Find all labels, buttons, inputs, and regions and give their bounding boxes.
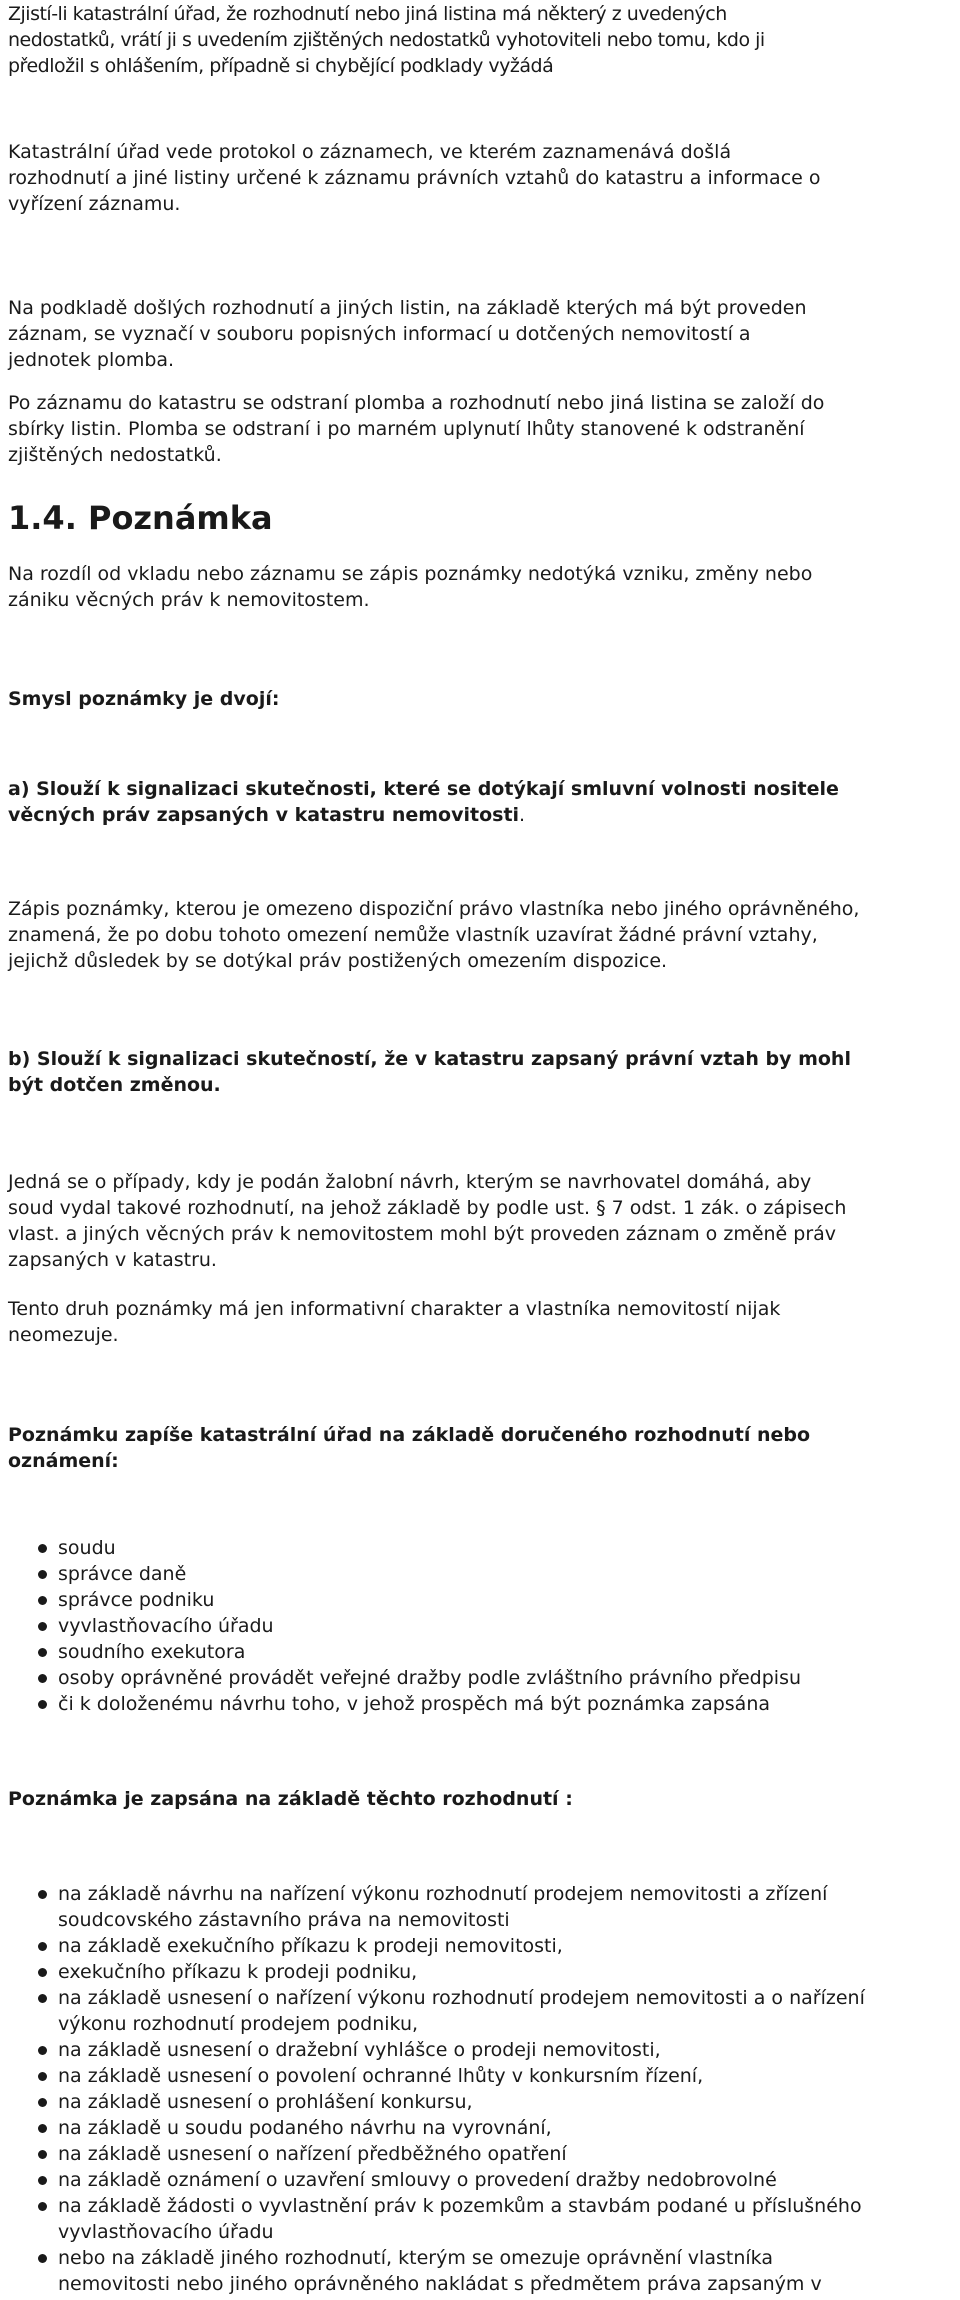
decisions-list xyxy=(8,1881,952,2297)
list-item: vyvlastňovacího úřadu xyxy=(8,1613,952,1639)
paragraph-informative-character: Tento druh poznámky má jen informativní charakter a vlastníka nemovitostí nijak neomezuje. xyxy=(8,1298,781,1346)
list-item: správce daně xyxy=(8,1561,952,1587)
paragraph-note-definition: Na rozdíl od vkladu nebo záznamu se zápis poznámky nedotýká vzniku, změny nebo zániku věcných práv k nemovitostem. xyxy=(8,563,813,611)
list-item: na základě usnesení o prohlášení konkursu, xyxy=(8,2089,952,2115)
list-item: osoby oprávněné provádět veřejné dražby podle zvláštního právního předpisu xyxy=(8,1665,952,1691)
list-item: na základě žádosti o vyvlastnění práv k pozemkům a stavbám podané u příslušného vyvlastňovacího úřadu xyxy=(8,2193,952,2245)
list-item: na základě usnesení o dražební vyhlášce o prodeji nemovitosti, xyxy=(8,2037,952,2063)
list-item: soudního exekutora xyxy=(8,1639,952,1665)
paragraph-purpose-a xyxy=(8,776,952,828)
paragraph-lawsuit-cases: Jedná se o případy, kdy je podán žalobní návrh, kterým se navrhovatel domáhá, aby soud vydal takové rozhodnutí, na jehož základě by podle ust. § 7 odst. 1 zák. o zápisech vlast. a jiných věcných práv k nemovitostem mohl být proveden záznam o změně práv zapsaných v katastru. xyxy=(8,1171,847,1271)
paragraph-purpose-b: b) Slouží k signalizaci skutečností, že v katastru zapsaný právní vztah by mohl být dotčen změnou. xyxy=(8,1048,851,1096)
paragraph-decisions-title: Poznámka je zapsána na základě těchto rozhodnutí : xyxy=(8,1788,573,1810)
section-heading: 1.4. Poznámka xyxy=(8,499,273,537)
list-item: nebo na základě jiného rozhodnutí, kterým se omezuje oprávnění vlastníka nemovitosti nebo jiného oprávněného nakládat s předmětem práva zapsaným v xyxy=(8,2245,952,2297)
purpose-a-tail: . xyxy=(519,804,526,826)
list-item: na základě usnesení o nařízení výkonu rozhodnutí prodejem nemovitosti a o nařízení výkonu rozhodnutí prodejem podniku, xyxy=(8,1985,952,2037)
authorities-list xyxy=(8,1535,952,1717)
paragraph-seal-removal: Po záznamu do katastru se odstraní plomba a rozhodnutí nebo jiná listina se založí do sbírky listin. Plomba se odstraní i po marném uplynutí lhůty stanovené k odstranění zjištěných nedostatků. xyxy=(8,392,825,466)
paragraph-seal-marking: Na podkladě došlých rozhodnutí a jiných listin, na základě kterých má být proveden záznam, se vyznačí v souboru popisných informací u dotčených nemovitostí a jednotek plomba. xyxy=(8,297,807,371)
paragraph-note-purpose-title: Smysl poznámky je dvojí: xyxy=(8,688,280,710)
list-item: na základě usnesení o povolení ochranné lhůty v konkursním řízení, xyxy=(8,2063,952,2089)
paragraph-return-deficiencies: Zjistí-li katastrální úřad, že rozhodnutí nebo jiná listina má některý z uvedených nedostatků, vrátí ji s uvedením zjištěných nedostatků vyhotoviteli nebo tomu, kdo ji předložil s ohlášením, případně si chybějící podklady vyžádá xyxy=(8,3,765,77)
paragraph-disposition-limit: Zápis poznámky, kterou je omezeno dispoziční právo vlastníka nebo jiného oprávněného, znamená, že po dobu tohoto omezení nemůže vlastník uzavírat žádné právní vztahy, jejichž důsledek by se dotýkal práv postižených omezením dispozice. xyxy=(8,898,860,972)
list-item: soudu xyxy=(8,1535,952,1561)
list-item: správce podniku xyxy=(8,1587,952,1613)
list-item: na základě oznámení o uzavření smlouvy o provedení dražby nedobrovolné xyxy=(8,2167,952,2193)
purpose-a-bold-text: a) Slouží k signalizaci skutečnosti, které se dotýkají smluvní volnosti nositele věcných práv zapsaných v katastru nemovitosti xyxy=(8,778,839,826)
list-item: na základě u soudu podaného návrhu na vyrovnání, xyxy=(8,2115,952,2141)
list-item: na základě exekučního příkazu k prodeji nemovitosti, xyxy=(8,1933,952,1959)
paragraph-records-protocol: Katastrální úřad vede protokol o záznamech, ve kterém zaznamenává došlá rozhodnutí a jiné listiny určené k záznamu právních vztahů do katastru a informace o vyřízení záznamu. xyxy=(8,141,821,215)
list-item: či k doloženému návrhu toho, v jehož prospěch má být poznámka zapsána xyxy=(8,1691,952,1717)
list-item: na základě návrhu na nařízení výkonu rozhodnutí prodejem nemovitosti a zřízení soudcovského zástavního práva na nemovitosti xyxy=(8,1881,952,1933)
list-item: exekučního příkazu k prodeji podniku, xyxy=(8,1959,952,1985)
paragraph-authorities-title: Poznámku zapíše katastrální úřad na základě doručeného rozhodnutí nebo oznámení: xyxy=(8,1424,811,1472)
list-item: na základě usnesení o nařízení předběžného opatření xyxy=(8,2141,952,2167)
